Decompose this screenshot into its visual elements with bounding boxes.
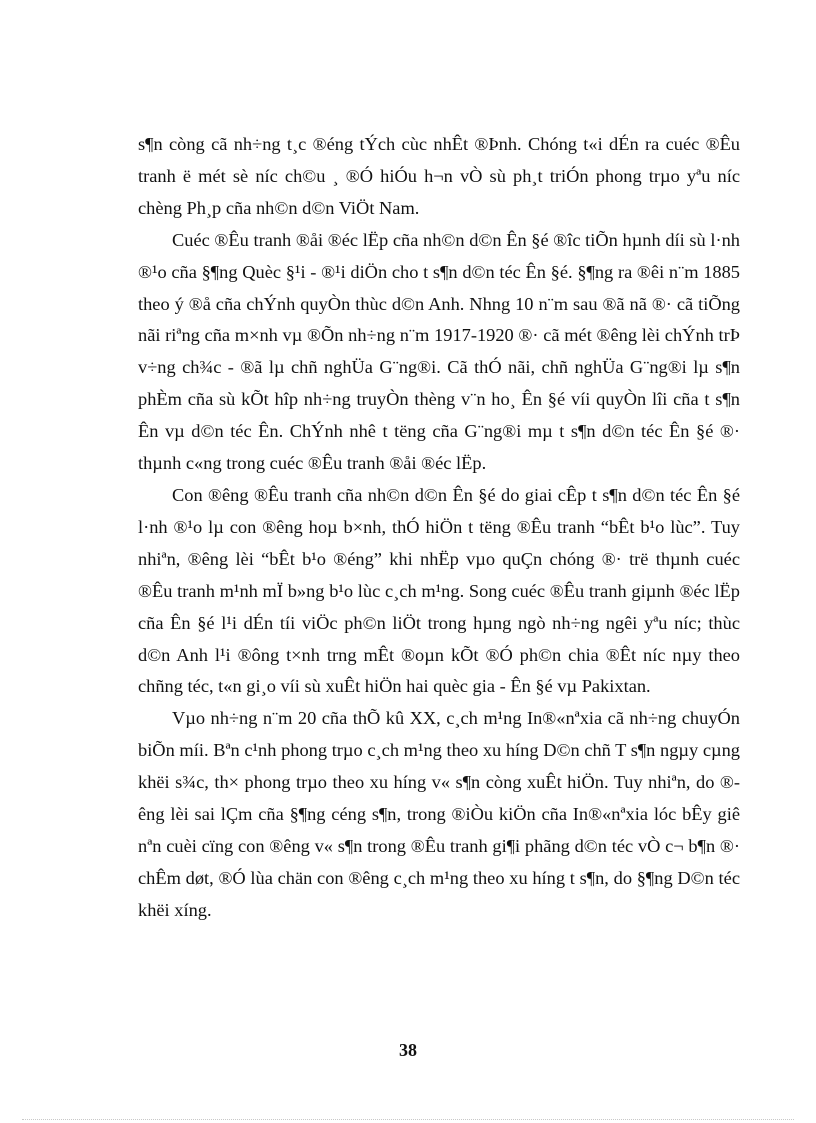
paragraph-2: Cuéc ®Êu tranh ®åi ®éc lËp cña nh©n d©n Ên §é ®îc tiÕn hµnh díi sù l·nh ®¹o cña §¶ng Quèc §¹i - ®¹i diÖn cho t s¶n d©n téc Ên §é. §¶ng ra ®êi n¨m 1885 theo ý ®å cña chÝnh quyÒn thùc d©n Anh. Nhng 10 n¨m sau ®ã nã ®· cã tiÕng nãi riªng cña m×nh vµ ®Õn nh÷ng n¨m 1917-1920 ®· cã mét ®êng lèi chÝnh trÞ v÷ng ch¾c - ®ã lµ chñ nghÜa G¨ng®i. Cã thÓ nãi, chñ nghÜa G¨ng®i lµ s¶n phÈm cña sù kÕt hîp nh÷ng truyÒn thèng v¨n ho¸ Ên §é víi quyÒn lîi cña t s¶n Ên vµ d©n téc Ên. ChÝnh nhê t tëng cña G¨ng®i mµ t s¶n d©n téc Ên §é ®· thµnh c«ng trong cuéc ®Êu tranh ®åi ®éc lËp.	[138, 229, 740, 474]
paragraph-4: Vµo nh÷ng n¨m 20 cña thÕ kû XX, c¸ch m¹ng In®«nªxia cã nh÷ng chuyÓn biÕn míi. Bªn c¹nh phong trµo c¸ch m¹ng theo xu híng D©n chñ T s¶n ngµy cµng khëi s¾c, th× phong trµo theo xu híng v« s¶n còng xuÊt hiÖn. Tuy nhiªn, do ®êng lèi sai lÇm cña §¶ng céng s¶n, trong ®iÒu kiÖn cña In®«nªxia lóc bÊy giê nªn cuèi cïng con ®êng v« s¶n trong ®Êu tranh gi¶i phãng d©n téc vÒ c¬ b¶n ®· chÊm døt, ®Ó lùa chän con ®êng c¸ch m¹ng theo xu híng t s¶n, do §¶ng D©n téc khëi xíng.	[138, 708, 740, 920]
page-number: 38	[399, 1040, 417, 1060]
page-bottom-divider	[22, 1119, 794, 1120]
paragraph-1: s¶n còng cã nh÷ng t¸c ®éng tÝch cùc nhÊt ®Þnh. Chóng t«i dÉn ra cuéc ®Êu tranh ë mét sè níc ch©u ¸ ®Ó hiÓu h¬n vÒ sù ph¸t triÓn phong trµo yªu níc chèng Ph¸p cña nh©n d©n ViÖt Nam.	[138, 134, 740, 218]
paragraph-3: Con ®êng ®Êu tranh cña nh©n d©n Ên §é do giai cÊp t s¶n d©n téc Ên §é l·nh ®¹o lµ con ®êng hoµ b×nh, thÓ hiÖn t tëng ®Êu tranh “bÊt b¹o lùc”. Tuy nhiªn, ®êng lèi “bÊt b¹o ®éng” khi nhËp vµo quÇn chóng ®· trë thµnh cuéc ®Êu tranh m¹nh mÏ b»ng b¹o lùc c¸ch m¹ng. Song cuéc ®Êu tranh giµnh ®éc lËp cña Ên §é l¹i dÉn tíi viÖc ph©n liÖt trong hµng ngò nh÷ng ngêi yªu níc; thùc d©n Anh l¹i ®ông t×nh trng mÊt ®oµn kÕt ®Ó ph©n chia ®Êt níc nµy theo chñng téc, t«n gi¸o víi sù xuÊt hiÖn hai quèc gia - Ên §é vµ Pakixtan.	[138, 484, 740, 697]
body-text	[138, 129, 740, 927]
